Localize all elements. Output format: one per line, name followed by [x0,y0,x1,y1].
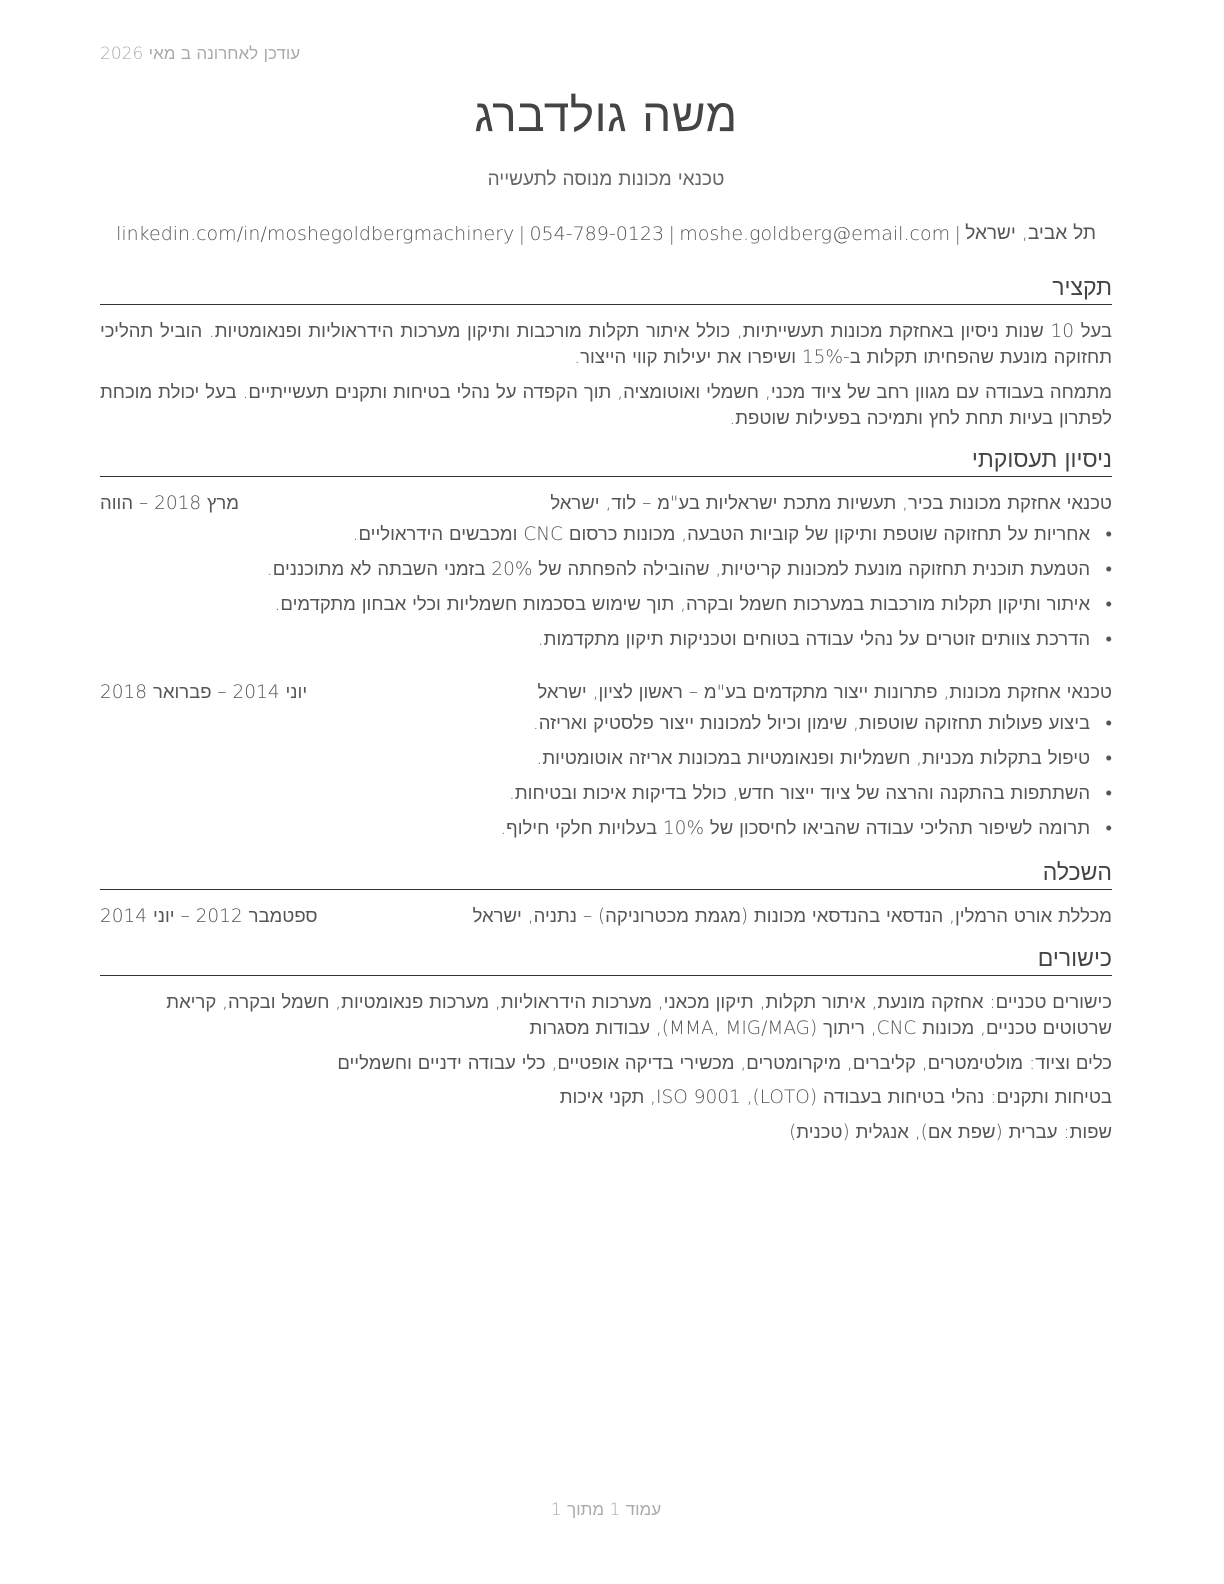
job-header [100,491,1112,517]
job-dates [100,491,334,517]
education-dates [100,904,334,930]
list-item [100,557,1112,583]
education-dates-text: ספטמבר 2012 – יוני 2014 [100,906,318,927]
list-item [100,711,1112,737]
list-item [100,746,1112,772]
skill-line: שפות: עברית (שפת אם), אנגלית (טכנית) [789,1122,1112,1143]
summary-paragraph: בעל 10 שנות ניסיון באחזקת מכונות תעשייתיות, כולל איתור תקלות מורכבות ותיקון מערכות הידראוליות ופנאומטיות. הוביל תהליכי תחזוקה מונעת שהפחיתו תקלות ב-15% ושיפרו את יעילות קווי הייצור. [100,321,1112,368]
list-item [100,522,1112,548]
job-dates [100,680,334,706]
list-item [100,627,1112,653]
bullet-text: איתור ותיקון תקלות מורכבות במערכות חשמל ובקרה, תוך שימוש בסכמות חשמליות וכלי אבחון מתקדמים. [274,594,1091,615]
bullet-icon: • [1105,524,1112,545]
contact-separator: | [518,222,526,245]
job-bullets [100,522,1112,662]
bullet-text: השתתפות בהתקנה והרצה של ציוד ייצור חדש, כולל בדיקות איכות ובטיחות. [508,783,1091,804]
job-dates-text: מרץ 2018 – הווה [100,493,239,514]
bullet-text: ביצוע פעולות תחזוקה שוטפות, שימון וכיול למכונות ייצור פלסטיק ואריזה. [532,713,1091,734]
bullet-icon: • [1105,594,1112,615]
list-item [100,592,1112,618]
candidate-name: משה גולדברג [474,88,738,142]
section-title-summary: תקציר [100,274,1112,305]
resume-page [100,0,1112,1584]
job-dates-text: יוני 2014 – פברואר 2018 [100,682,308,703]
contact-separator: | [954,222,961,245]
contact-location: תל אביב, ישראל [965,222,1096,244]
bullet-icon: • [1105,559,1112,580]
bullet-icon: • [1105,783,1112,804]
bullet-icon: • [1105,629,1112,650]
list-item [100,816,1112,842]
candidate-headline: טכנאי מכונות מנוסה לתעשייה [487,168,725,190]
section-title-skills: כישורים [100,945,1112,976]
job-title: טכנאי אחזקת מכונות בכיר, תעשיות מתכת ישראליות בע"מ – לוד, ישראל [550,493,1112,514]
summary-paragraph: מתמחה בעבודה עם מגוון רחב של ציוד מכני, חשמלי ואוטומציה, תוך הקפדה על נהלי בטיחות ותקנים תעשייתיים. בעל יכולת מוכחת לפתרון בעיות תחת לחץ ותמיכה בפעילות שוטפת. [100,382,1112,429]
skill-line: כישורים טכניים: אחזקה מונעת, איתור תקלות, תיקון מכאני, מערכות הידראוליות, מערכות פנאומטיות, חשמל ובקרה, קריאת שרטוטים טכניים, מכונות CNC, ריתוך (MMA, MIG/MAG), עבודות מסגרות [166,992,1112,1039]
contact-line [116,222,1096,245]
skill-line: כלים וציוד: מולטימטרים, קליברים, מיקרומטרים, מכשירי בדיקה אופטיים, כלי עבודה ידניים וחשמליים [337,1053,1112,1074]
contact-linkedin[interactable]: linkedin.com/in/moshegoldbergmachinery [116,222,515,245]
contact-separator: | [668,222,675,245]
education-entry [100,904,1112,930]
contact-email[interactable]: moshe.goldberg@email.com [679,222,951,245]
section-title-experience: ניסיון תעסוקתי [100,446,1112,477]
list-item [100,781,1112,807]
job-title: טכנאי אחזקת מכונות, פתרונות ייצור מתקדמים בע"מ – ראשון לציון, ישראל [537,682,1112,703]
bullet-text: תרומה לשיפור תהליכי עבודה שהביאו לחיסכון של 10% בעלויות חלקי חילוף. [500,818,1091,839]
skill-line: בטיחות ותקנים: נהלי בטיחות בעבודה (LOTO), ISO 9001, תקני איכות [559,1087,1112,1108]
contact-phone: 054-789-0123 [529,222,665,245]
bullet-icon: • [1105,713,1112,734]
bullet-text: הדרכת צוותים זוטרים על נהלי עבודה בטוחים וטכניקות תיקון מתקדמות. [537,629,1091,650]
last-updated: עודכן לאחרונה ב מאי 2026 [100,44,301,64]
education-title: מכללת אורט הרמלין, הנדסאי בהנדסאי מכונות (מגמת מכטרוניקה) – נתניה, ישראל [472,906,1112,927]
page-number: עמוד 1 מתוך 1 [550,1500,662,1520]
job-header [100,680,1112,706]
bullet-icon: • [1105,818,1112,839]
job-bullets [100,711,1112,851]
bullet-text: אחריות על תחזוקה שוטפת ותיקון של קוביות הטבעה, מכונות כרסום CNC ומכבשים הידראוליים. [352,524,1091,545]
bullet-text: טיפול בתקלות מכניות, חשמליות ופנאומטיות במכונות אריזה אוטומטיות. [536,748,1091,769]
section-title-education: השכלה [100,859,1112,890]
bullet-text: הטמעת תוכנית תחזוקה מונעת למכונות קריטיות, שהובילה להפחתה של 20% בזמני השבתה לא מתוכננים. [266,559,1091,580]
bullet-icon: • [1105,748,1112,769]
